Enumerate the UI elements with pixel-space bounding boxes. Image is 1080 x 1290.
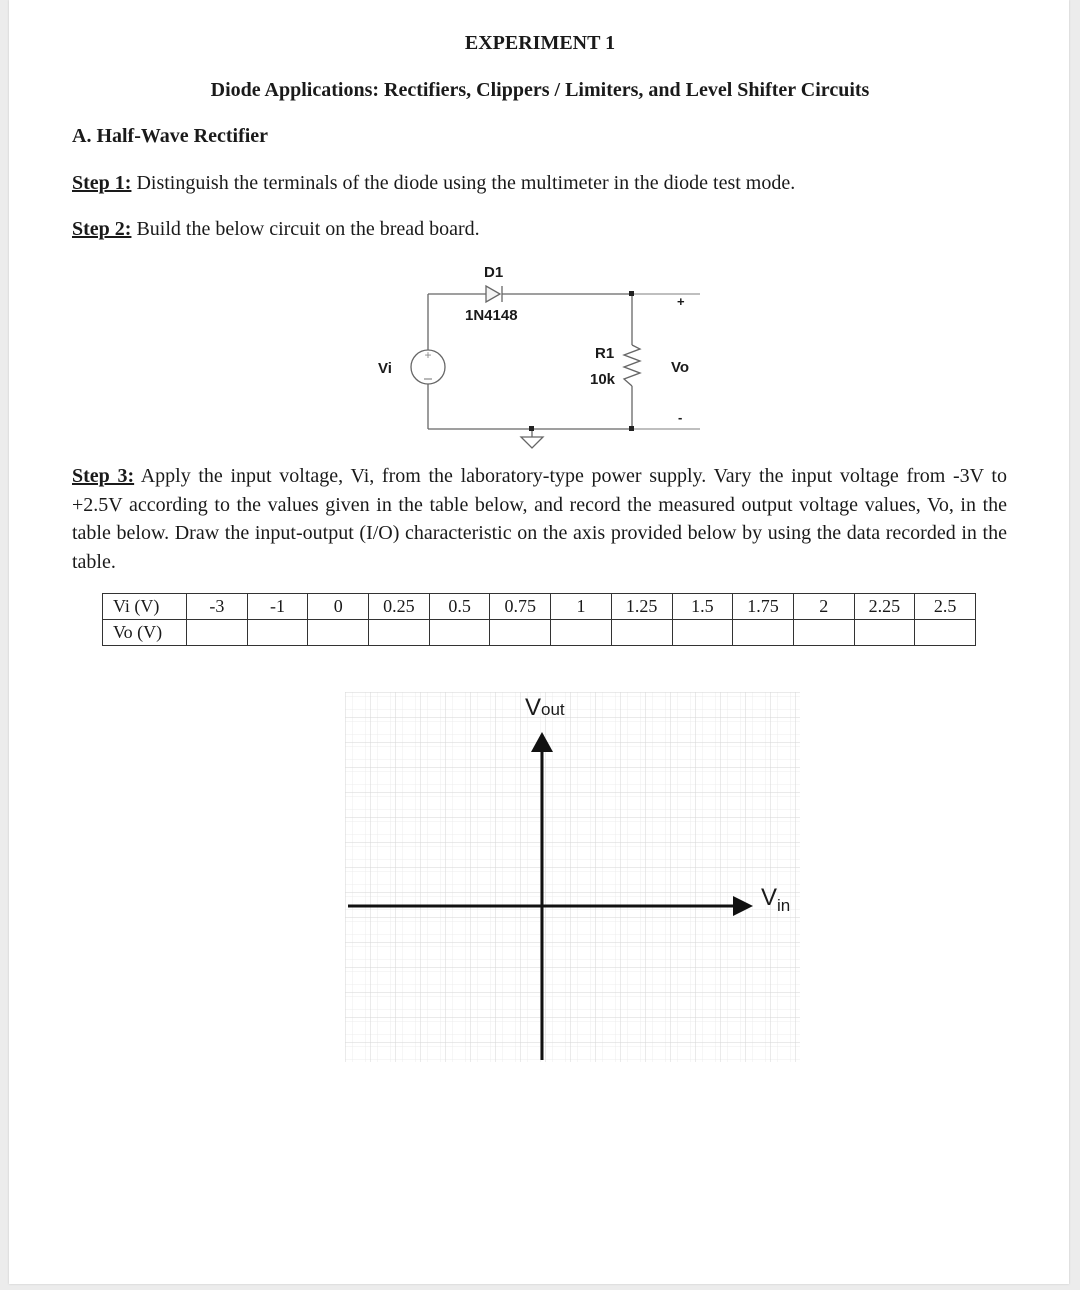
vi-cell: 2.5 (915, 594, 976, 620)
vi-cell: -1 (247, 594, 308, 620)
experiment-subtitle: Diode Applications: Rectifiers, Clippers / Limiters, and Level Shifter Circuits (210, 79, 870, 101)
vi-cell: 1 (551, 594, 612, 620)
y-axis-label-sub: out (541, 700, 565, 719)
vi-cell: 0.75 (490, 594, 551, 620)
step-2-label: Step 2: (72, 218, 132, 240)
source-label: Vi (378, 360, 392, 377)
vi-cell: 0 (308, 594, 369, 620)
vi-cell: 0.25 (369, 594, 430, 620)
diode-ref-label: D1 (484, 264, 504, 281)
y-axis-label (525, 694, 565, 722)
vi-row-header: Vi (V) (103, 594, 187, 620)
output-minus-sign: - (678, 410, 683, 425)
graph-grid[interactable] (345, 692, 800, 1062)
step-3-label: Step 3: (72, 465, 135, 487)
svg-text:+: + (424, 348, 432, 362)
x-axis-label-sub: in (777, 896, 791, 915)
step-3-text: Apply the input voltage, Vi, from the laboratory-type power supply. Vary the input voltage from -3V to +2.5V according to the values given in the table below, and record the measured output voltage values, Vo, in the table below. Draw the input-output (I/O) characteristic on the axis provided below by using the data recorded in the table. (72, 465, 1007, 573)
y-axis-label-main: V (525, 694, 542, 721)
x-axis-label-main: V (761, 884, 778, 911)
vi-cell: 2.25 (854, 594, 915, 620)
step-1-label: Step 1: (72, 172, 132, 194)
vi-cell: 1.5 (672, 594, 733, 620)
resistor-ref-label: R1 (595, 345, 615, 362)
vi-cell: 1.75 (733, 594, 794, 620)
vi-cell: 1.25 (611, 594, 672, 620)
step-1-text: Distinguish the terminals of the diode using the multimeter in the diode test mode. (131, 172, 796, 194)
vi-cell: 2 (793, 594, 854, 620)
vi-cell: -3 (187, 594, 248, 620)
output-plus-sign: + (677, 294, 685, 309)
section-heading: A. Half-Wave Rectifier (72, 125, 269, 147)
experiment-title: EXPERIMENT 1 (464, 32, 616, 54)
vo-row-header: Vo (V) (103, 620, 187, 646)
x-axis-label (761, 884, 791, 915)
step-2-text: Build the below circuit on the bread board. (131, 218, 480, 240)
diode-part-label: 1N4148 (465, 307, 518, 324)
output-label: Vo (671, 359, 690, 376)
vi-cell: 0.5 (429, 594, 490, 620)
resistor-value-label: 10k (590, 371, 616, 388)
